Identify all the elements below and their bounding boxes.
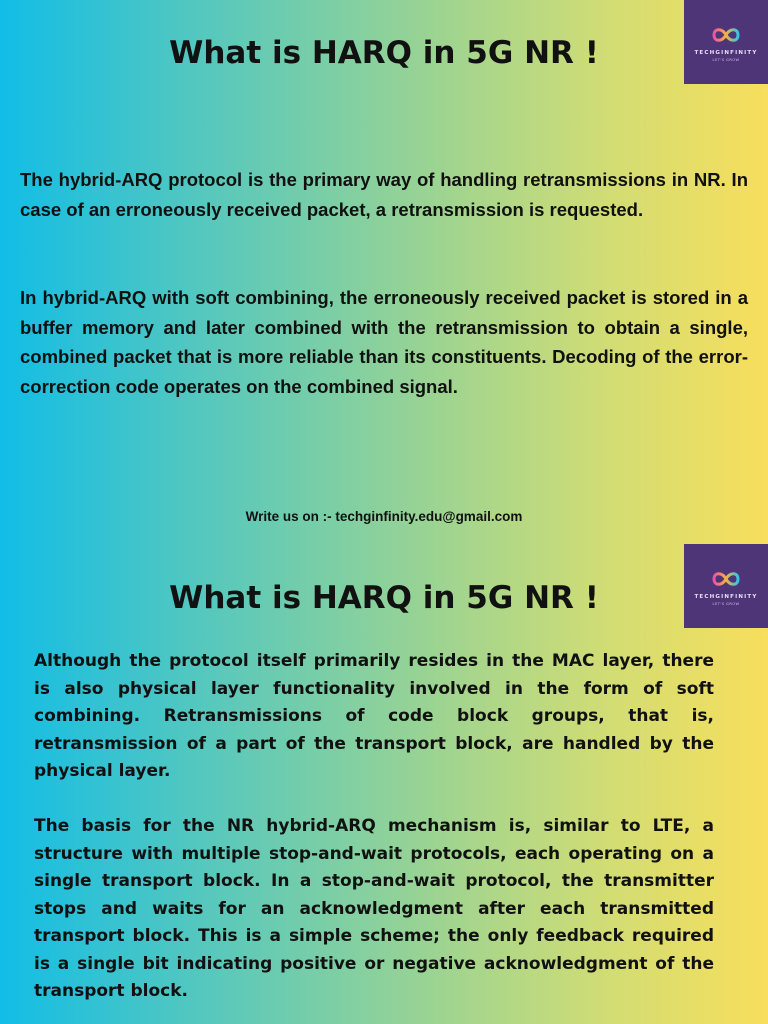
logo-brand-text: TECHGINFINITY <box>694 594 758 600</box>
paragraph: Although the protocol itself primarily resides in the MAC layer, there is also physical layer functionality involved in the form of soft combining. Retransmissions of code block groups, that is, retransmission of a part of the transport block, are handled by the physical layer. <box>34 651 714 781</box>
brand-logo <box>684 0 768 84</box>
brand-logo <box>684 544 768 628</box>
logo-tagline: LET'S GROW <box>712 602 740 606</box>
contact-line: Write us on :- techginfinity.edu@gmail.com <box>245 509 523 524</box>
infinity-logo-icon <box>711 24 741 46</box>
slide-2 <box>0 544 768 1024</box>
logo-tagline: LET'S GROW <box>712 58 740 62</box>
paragraph: The hybrid-ARQ protocol is the primary way of handling retransmissions in NR. In case of an erroneously received packet, a retransmission is requested. <box>20 169 748 220</box>
paragraph: The basis for the NR hybrid-ARQ mechanism is, similar to LTE, a structure with multiple stop-and-wait protocols, each operating on a single transport block. In a stop-and-wait protocol, the transmitter stops and waits for an acknowledgment after each transmitted transport block. This is a simple scheme; the only feedback required is a single bit indicating positive or negative acknowledgment of the transport block. <box>34 816 714 1001</box>
infinity-logo-icon <box>711 568 741 590</box>
slide-title: What is HARQ in 5G NR ! <box>169 580 599 616</box>
logo-brand-text: TECHGINFINITY <box>694 50 758 56</box>
slide-title: What is HARQ in 5G NR ! <box>169 35 599 71</box>
paragraph: In hybrid-ARQ with soft combining, the erroneously received packet is stored in a buffer memory and later combined with the retransmission to obtain a single, combined packet that is more reliable than its constituents. Decoding of the error-correction code operates on the combined signal. <box>20 287 748 397</box>
